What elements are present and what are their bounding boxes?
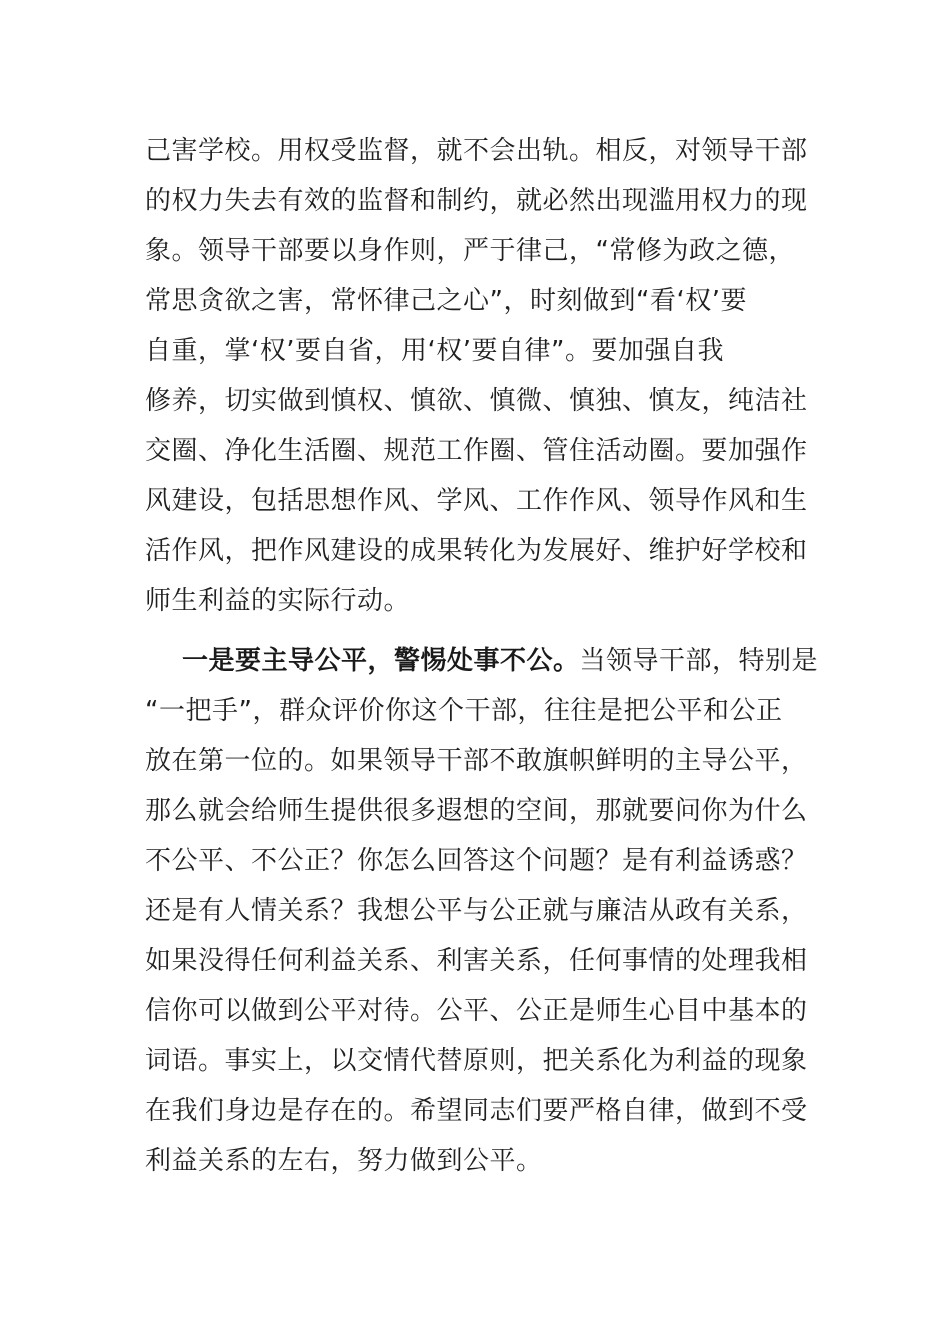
paragraph-line: 利益关系的左右，努力做到公平。 <box>145 1146 543 1176</box>
paragraph-2 <box>145 636 825 1186</box>
paragraph-line: 在我们身边是存在的。希望同志们要严格自律，做到不受 <box>145 1096 808 1126</box>
paragraph-line: 修养，切实做到慎权、慎欲、慎微、慎独、慎友，纯洁社 <box>145 386 808 416</box>
paragraph-first-line <box>145 636 825 686</box>
paragraph-line: 如果没得任何利益关系、利害关系，任何事情的处理我相 <box>145 946 808 976</box>
section-heading: 一是要主导公平，警惕处事不公。 <box>182 646 580 676</box>
paragraph-line: 那么就会给师生提供很多遐想的空间，那就要问你为什么 <box>145 796 808 826</box>
paragraph-line: 交圈、净化生活圈、规范工作圈、管住活动圈。要加强作 <box>145 436 808 466</box>
paragraph-line: 还是有人情关系？我想公平与公正就与廉洁从政有关系， <box>145 896 808 926</box>
paragraph-line: 常思贪欲之害，常怀律己之心”，时刻做到“看‘权’要 <box>145 286 747 316</box>
paragraph-line: 师生利益的实际行动。 <box>145 586 411 616</box>
paragraph-line: 信你可以做到公平对待。公平、公正是师生心目中基本的 <box>145 996 808 1026</box>
paragraph-line: 风建设，包括思想作风、学风、工作作风、领导作风和生 <box>145 486 808 516</box>
paragraph-line: 词语。事实上，以交情代替原则，把关系化为利益的现象 <box>145 1046 808 1076</box>
paragraph-line: 活作风，把作风建设的成果转化为发展好、维护好学校和 <box>145 536 808 566</box>
paragraph-line: 自重，掌‘权’要自省，用‘权’要自律”。要加强自我 <box>145 336 725 366</box>
paragraph-line: “一把手”，群众评价你这个干部，往往是把公平和公正 <box>145 696 783 726</box>
paragraph-line: 己害学校。用权受监督，就不会出轨。相反，对领导干部 <box>145 136 808 166</box>
paragraph-line: 象。领导干部要以身作则，严于律己，“常修为政之德， <box>145 236 795 266</box>
paragraph-line-rest: 当领导干部，特别是 <box>579 646 819 676</box>
paragraph-1 <box>145 126 825 626</box>
paragraph-line: 不公平、不公正？你怎么回答这个问题？是有利益诱惑？ <box>145 846 808 876</box>
paragraph-line: 放在第一位的。如果领导干部不敢旗帜鲜明的主导公平， <box>145 746 808 776</box>
paragraph-line: 的权力失去有效的监督和制约，就必然出现滥用权力的现 <box>145 186 808 216</box>
